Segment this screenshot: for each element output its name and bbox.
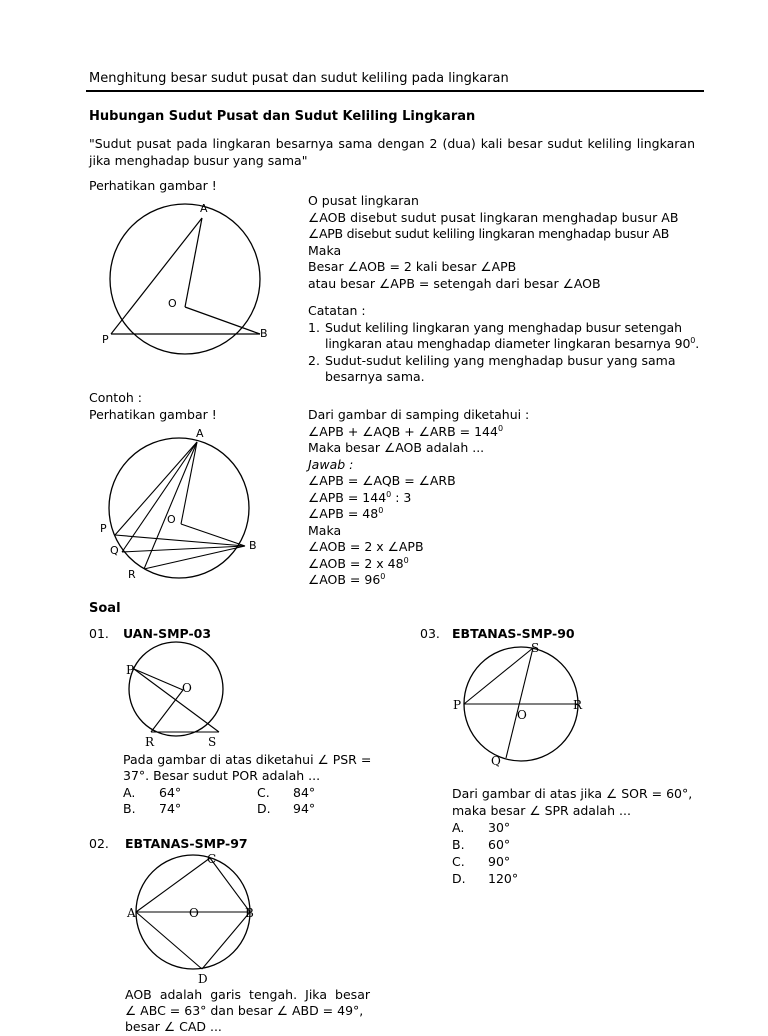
q03-text-line-2: maka besar ∠ SPR adalah ...: [452, 803, 631, 818]
label-b: B: [249, 539, 257, 552]
q01-source: UAN-SMP-03: [123, 626, 212, 641]
contoh-solution: [308, 407, 529, 589]
chord-ad: [136, 912, 202, 969]
label-o: O: [189, 906, 199, 920]
contoh-title: Contoh :: [89, 390, 142, 405]
given-line: Dari gambar di samping diketahui :: [308, 407, 530, 422]
chord-cb: [210, 858, 250, 912]
label-p: P: [100, 522, 107, 535]
q01-text-line-1: Pada gambar di atas diketahui ∠ PSR =: [123, 752, 372, 767]
chord-ps: [464, 648, 533, 704]
explanation-line: Besar ∠AOB = 2 kali besar ∠APB: [308, 259, 517, 274]
chord-qb: [122, 546, 245, 552]
note-2-number: 2.: [308, 353, 320, 368]
chord-ps: [134, 669, 219, 732]
q02-figure: [120, 850, 270, 988]
label-q: Q: [110, 544, 119, 557]
q02-source: EBTANAS-SMP-97: [125, 836, 248, 851]
radius-ob: [181, 524, 245, 546]
step-line: Maka: [308, 522, 342, 538]
label-r: R: [573, 698, 583, 712]
note-1-number: 1.: [308, 320, 320, 335]
explanation-line: Maka: [308, 242, 342, 258]
note-1-line-2: lingkaran atau menghadap diameter lingkaran besarnya $90^0$.: [325, 335, 700, 351]
chord-ap: [115, 442, 197, 535]
q03-figure: [448, 638, 598, 770]
label-o: O: [517, 708, 527, 722]
label-q: Q: [491, 754, 501, 768]
q01-option-c[interactable]: C. 84°: [257, 785, 316, 800]
equation-line: ∠APB + ∠AQB + ∠ARB = $144^0$: [308, 423, 504, 439]
label-b: B: [245, 906, 254, 920]
label-o: O: [168, 297, 177, 310]
figure-inscribed-angles: [95, 424, 285, 584]
q02-text-line-1: AOB adalah garis tengah. Jika besar: [125, 987, 370, 1002]
radius-oa: [185, 218, 202, 307]
label-p: P: [453, 698, 462, 712]
question-line: Maka besar ∠AOB adalah ...: [308, 440, 485, 455]
explanation-line: O pusat lingkaran: [308, 193, 419, 208]
jawab-label: Jawab :: [308, 456, 354, 472]
step-line: ∠AOB = 2 x ∠APB: [308, 539, 424, 554]
label-a: A: [196, 427, 204, 440]
chord-rb: [144, 546, 245, 569]
circle: [129, 642, 223, 736]
circle: [109, 438, 249, 578]
label-s: S: [531, 641, 540, 655]
q01-option-b[interactable]: B. 74°: [123, 801, 182, 816]
explanation-line: atau besar ∠APB = setengah dari besar ∠AOB: [308, 275, 601, 291]
catatan-title: Catatan :: [308, 303, 366, 318]
label-o: O: [182, 681, 192, 695]
step-line: ∠AOB = $96^0$: [308, 571, 386, 587]
chord-pb: [115, 535, 245, 546]
q03-source: EBTANAS-SMP-90: [452, 626, 575, 641]
label-d: D: [198, 972, 208, 986]
explanation-line: ∠APB disebut sudut keliling lingkaran menghadap busur AB: [308, 226, 670, 241]
label-o: O: [167, 513, 176, 526]
figure-central-angle: [95, 196, 285, 358]
radius-or: [151, 690, 183, 732]
radius-ob: [185, 307, 260, 334]
label-p: P: [126, 663, 135, 677]
label-p: P: [102, 333, 109, 346]
label-c: C: [207, 852, 217, 866]
perhatikan-label: Perhatikan gambar !: [89, 178, 217, 193]
degree-sup: 0: [690, 335, 696, 345]
q01-number: 01.: [89, 626, 109, 641]
q01-figure: [120, 640, 240, 750]
label-r: R: [145, 735, 155, 749]
explanation-block: [308, 193, 697, 292]
q01-option-a[interactable]: A. 64°: [123, 785, 182, 800]
section-title: Hubungan Sudut Pusat dan Sudut Keliling Lingkaran: [89, 109, 476, 124]
q02-text-line-2: ∠ ABC = 63° dan besar ∠ ABD = 49°,: [125, 1003, 364, 1018]
q02-number: 02.: [89, 836, 109, 851]
label-a: A: [200, 202, 208, 215]
note-2-line-2: besarnya sama.: [325, 369, 425, 384]
diameter-sq: [506, 648, 533, 758]
q01-option-d[interactable]: D. 94°: [257, 801, 316, 816]
step-line: ∠APB = $48^0$: [308, 505, 384, 521]
theorem-quote: "Sudut pusat pada lingkaran besarnya sama dengan 2 (dua) kali besar sudut keliling lingkaran jika menghadap busur yang sama": [89, 136, 695, 168]
q03-text-line-1: Dari gambar di atas jika ∠ SOR = 60°,: [452, 786, 693, 801]
label-a: A: [127, 906, 136, 920]
step-line: ∠APB = $144^0$ : 3: [308, 489, 412, 505]
label-b: B: [260, 327, 268, 340]
circle: [110, 204, 260, 354]
running-header: Menghitung besar sudut pusat dan sudut keliling pada lingkaran: [89, 71, 509, 86]
explanation-line: ∠AOB disebut sudut pusat lingkaran menghadap busur AB: [308, 209, 679, 225]
q03-option-c[interactable]: C. 90°: [452, 854, 511, 869]
header-rule: [86, 90, 704, 92]
q02-text-line-3: besar ∠ CAD ...: [125, 1019, 222, 1034]
contoh-perhatikan: Perhatikan gambar !: [89, 407, 217, 422]
note-1-line-1: Sudut keliling lingkaran yang menghadap busur setengah: [325, 320, 682, 335]
q01-text-line-2: 37°. Besar sudut POR adalah ...: [123, 768, 321, 783]
soal-title: Soal: [89, 601, 121, 616]
label-s: S: [208, 735, 217, 749]
q03-option-d[interactable]: D. 120°: [452, 871, 519, 886]
step-line: ∠AOB = 2 x $48^0$: [308, 555, 409, 571]
q03-number: 03.: [420, 626, 440, 641]
step-line: ∠APB = ∠AQB = ∠ARB: [308, 473, 456, 488]
chord-ac: [136, 858, 210, 912]
label-r: R: [128, 568, 136, 581]
q03-option-a[interactable]: A. 30°: [452, 820, 511, 835]
note-2-line-1: Sudut-sudut keliling yang menghadap busur yang sama: [325, 353, 676, 368]
q03-option-b[interactable]: B. 60°: [452, 837, 511, 852]
